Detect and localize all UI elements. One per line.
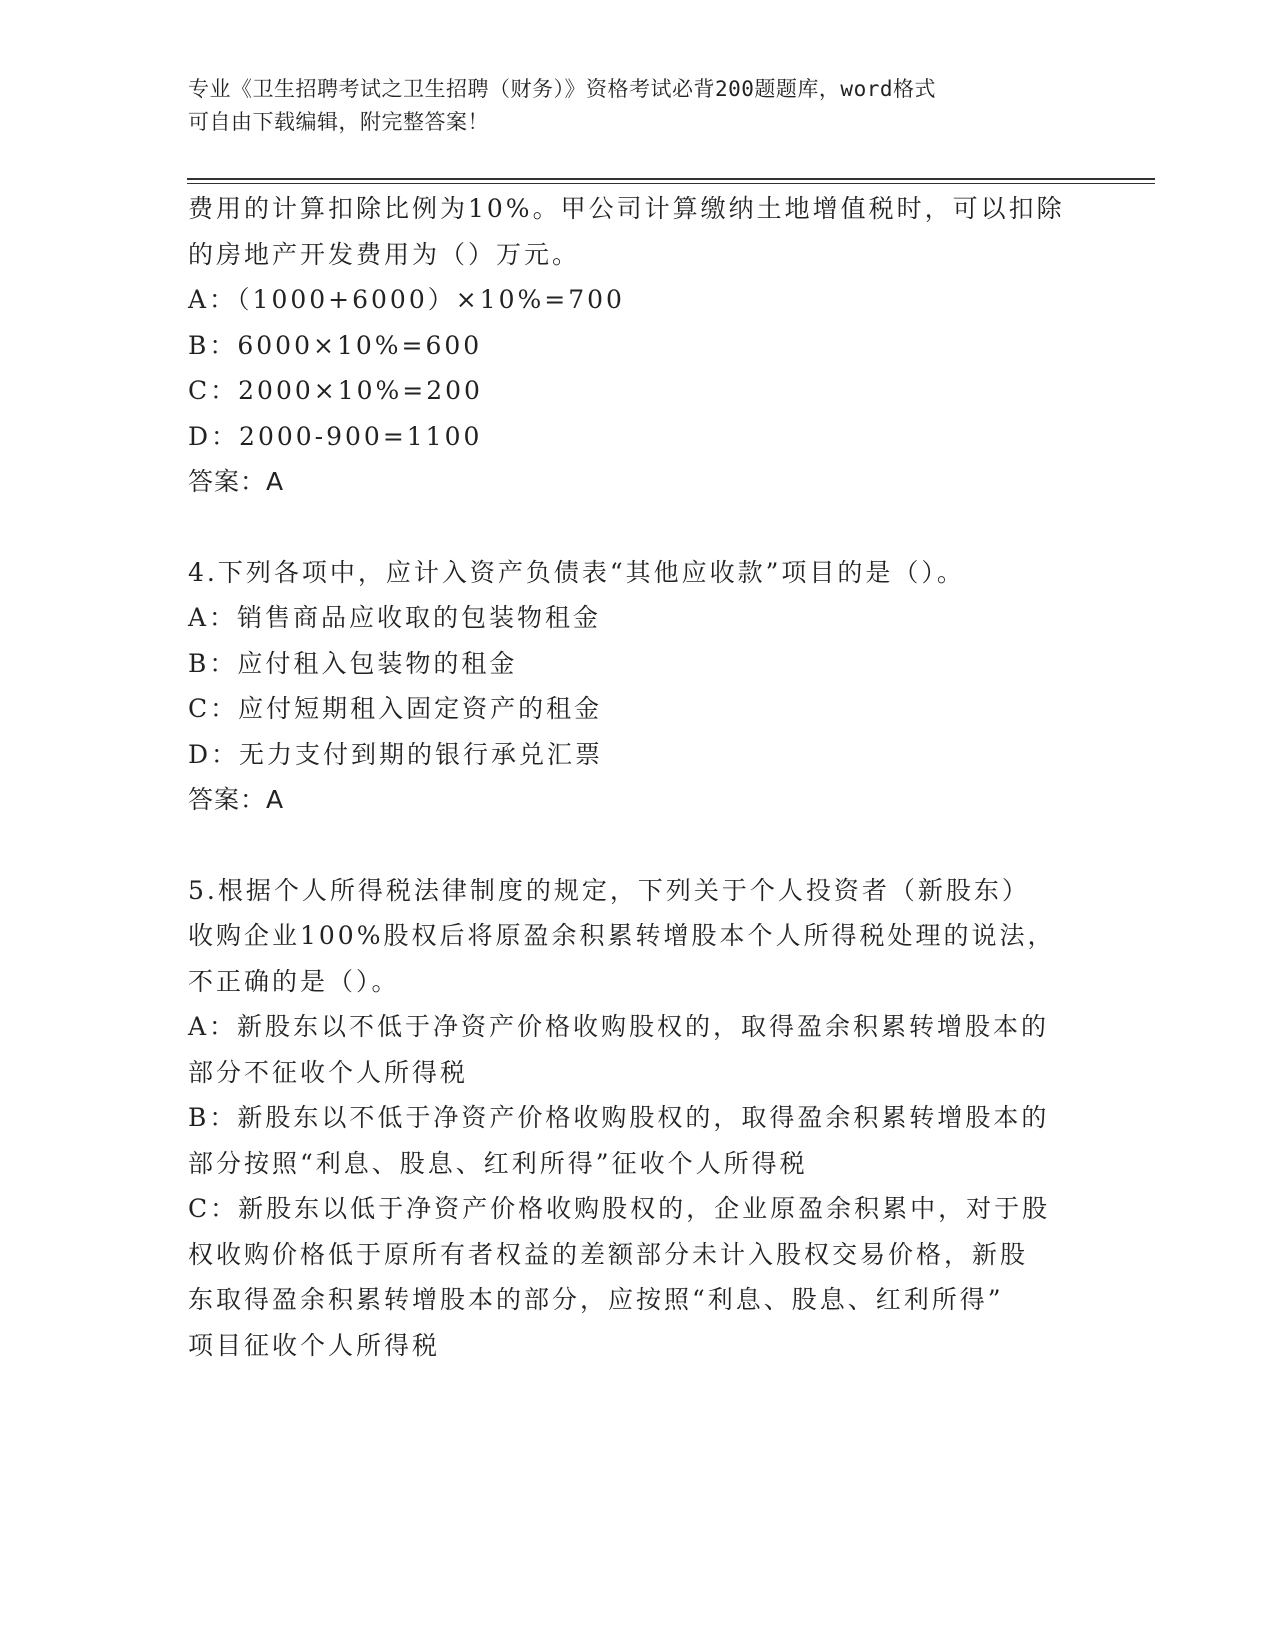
option-b: B：新股东以不低于净资产价格收购股权的，取得盈余积累转增股本的 xyxy=(188,1103,1050,1132)
question-stem-line: 收购企业100%股权后将原盈余积累转增股本个人所得税处理的说法， xyxy=(188,921,1056,950)
answer-label: 答案：A xyxy=(188,785,285,814)
question-stem-line: 的房地产开发费用为（）万元。 xyxy=(188,239,581,269)
document-body xyxy=(188,186,1088,1368)
option-c: C：应付短期租入固定资产的租金 xyxy=(188,694,603,723)
option-c: C：新股东以低于净资产价格收购股权的，企业原盈余积累中，对于股 xyxy=(188,1194,1051,1223)
header-rule-thin xyxy=(187,183,1155,184)
question-4 xyxy=(188,550,1088,823)
question-5 xyxy=(188,868,1088,1369)
question-stem-line: 5.根据个人所得税法律制度的规定，下列关于个人投资者（新股东） xyxy=(188,875,1030,905)
option-c-continued: 权收购价格低于原所有者权益的差额部分未计入股权交易价格，新股 xyxy=(188,1239,1029,1269)
question-stem-line: 费用的计算扣除比例为10%。甲公司计算缴纳土地增值税时，可以扣除 xyxy=(188,194,1065,223)
spacer xyxy=(188,823,1088,868)
option-b: B：6000×10%=600 xyxy=(188,330,483,360)
header-line-2: 可自由下载编辑，附完整答案！ xyxy=(188,110,489,134)
option-c-continued: 东取得盈余积累转增股本的部分，应按照“利息、股息、红利所得” xyxy=(188,1285,1004,1314)
answer-label: 答案：A xyxy=(188,467,285,496)
option-c-continued: 项目征收个人所得税 xyxy=(188,1330,441,1360)
option-b: B：应付租入包装物的租金 xyxy=(188,648,518,678)
option-d: D：无力支付到期的银行承兑汇票 xyxy=(188,739,604,769)
option-a: A：（1000+6000）×10%=700 xyxy=(188,285,625,314)
document-header xyxy=(188,73,1088,139)
spacer xyxy=(188,505,1088,550)
question-stem-line: 4.下列各项中，应计入资产负债表“其他应收款”项目的是（）。 xyxy=(188,557,965,587)
option-c: C：2000×10%=200 xyxy=(188,376,483,405)
option-b-continued: 部分按照“利息、股息、红利所得”征收个人所得税 xyxy=(188,1148,808,1178)
option-a: A：新股东以不低于净资产价格收购股权的，取得盈余积累转增股本的 xyxy=(188,1012,1050,1041)
option-a: A：销售商品应收取的包装物租金 xyxy=(188,603,602,632)
question-stem-line: 不正确的是（）。 xyxy=(188,966,400,996)
header-rule-thick xyxy=(187,178,1155,180)
header-line-1: 专业《卫生招聘考试之卫生招聘（财务）》资格考试必背200题题库，word格式 xyxy=(188,77,936,101)
question-3 xyxy=(188,186,1088,505)
option-d: D：2000-900=1100 xyxy=(188,421,483,451)
option-a-continued: 部分不征收个人所得税 xyxy=(188,1057,469,1087)
